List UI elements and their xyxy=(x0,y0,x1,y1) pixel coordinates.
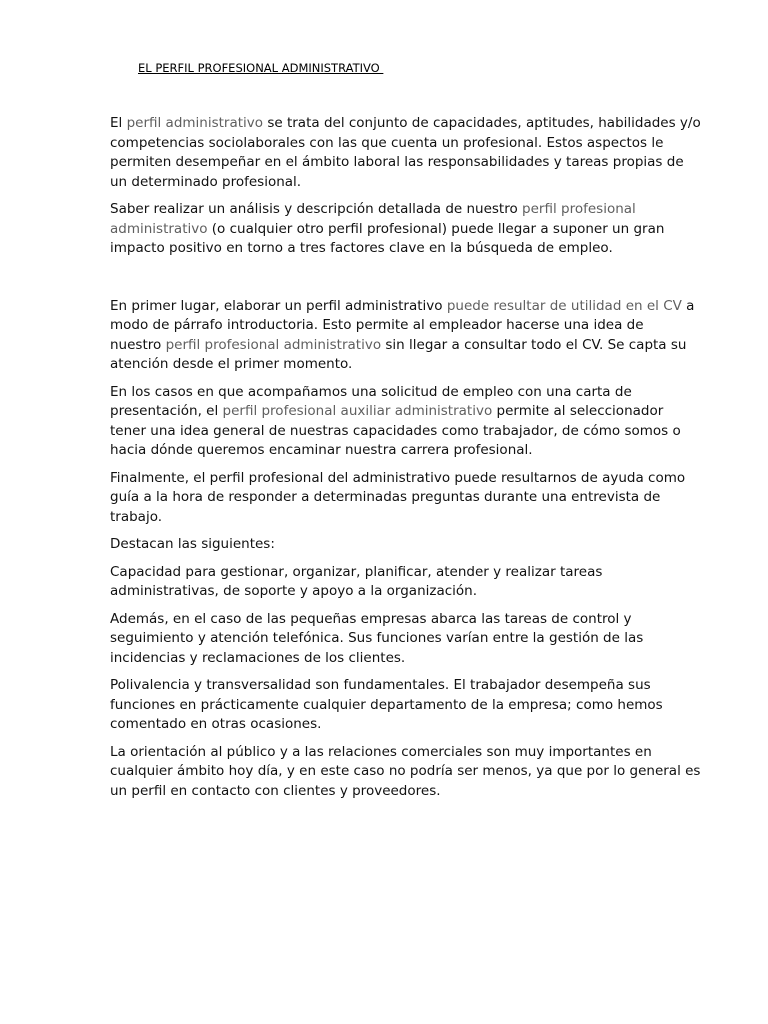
paragraph: Saber realizar un análisis y descripción detallada de nuestro perfil profesional administrativo (o cualquier otro perfil profesional) puede llegar a suponer un gran impacto positivo en torno a tres factores clave en la búsqueda de empleo. xyxy=(110,201,665,256)
document-title: EL PERFIL PROFESIONAL ADMINISTRATIVO xyxy=(138,61,384,75)
paragraph: El perfil administrativo se trata del conjunto de capacidades, aptitudes, habilidades y/o competencias sociolaborales con las que cuenta un profesional. Estos aspectos le permiten desempeñar en el ámbito laboral las responsabilidades y tareas propias de un determinado profesional. xyxy=(110,115,701,190)
paragraph: Finalmente, el perfil profesional del administrativo puede resultarnos de ayuda como guía a la hora de responder a determinadas preguntas durante una entrevista de trabajo. xyxy=(110,469,686,525)
inline-link[interactable]: perfil profesional xyxy=(522,201,636,217)
document-body xyxy=(110,114,701,809)
inline-link[interactable]: perfil profesional administrativo xyxy=(165,336,382,353)
paragraph: Polivalencia y transversalidad son fundamentales. El trabajador desempeña sus funciones en prácticamente cualquier departamento de la empresa; como hemos comentado en otras ocasiones. xyxy=(110,677,663,732)
inline-link[interactable]: puede resultar de utilidad en el CV xyxy=(446,297,682,314)
inline-link[interactable]: perfil administrativo xyxy=(126,115,264,131)
paragraph: Capacidad para gestionar, organizar, planificar, atender y realizar tareas administrativas, de soporte y apoyo a la organización. xyxy=(110,563,603,599)
paragraph: Además, en el caso de las pequeñas empresas abarca las tareas de control y seguimiento y atención telefónica. Sus funciones varían entre la gestión de las incidencias y reclamaciones de los clientes. xyxy=(110,610,644,666)
paragraph: En los casos en que acompañamos una solicitud de empleo con una carta de presentación, el perfil profesional auxiliar administrativo permite al seleccionador tener una idea general de nuestras capacidades como trabajador, de cómo somos o hacia dónde queremos encaminar nuestra carrera profesional. xyxy=(110,383,681,458)
paragraph: Destacan las siguientes: xyxy=(110,536,275,552)
inline-link[interactable]: perfil profesional auxiliar administrativo xyxy=(222,403,493,419)
paragraph: La orientación al público y a las relaciones comerciales son muy importantes en cualquier ámbito hoy día, y en este caso no podría ser menos, ya que por lo general es un perfil en contacto con clientes y proveedores. xyxy=(110,743,701,799)
inline-link[interactable]: administrativo xyxy=(110,220,208,237)
paragraph: En primer lugar, elaborar un perfil administrativo puede resultar de utilidad en el CV a modo de párrafo introductoria. Esto permite al empleador hacerse una idea de nuestro perfil profesional administrativo sin llegar a consultar todo el CV. Se capta su atención desde el primer momento. xyxy=(110,297,695,372)
